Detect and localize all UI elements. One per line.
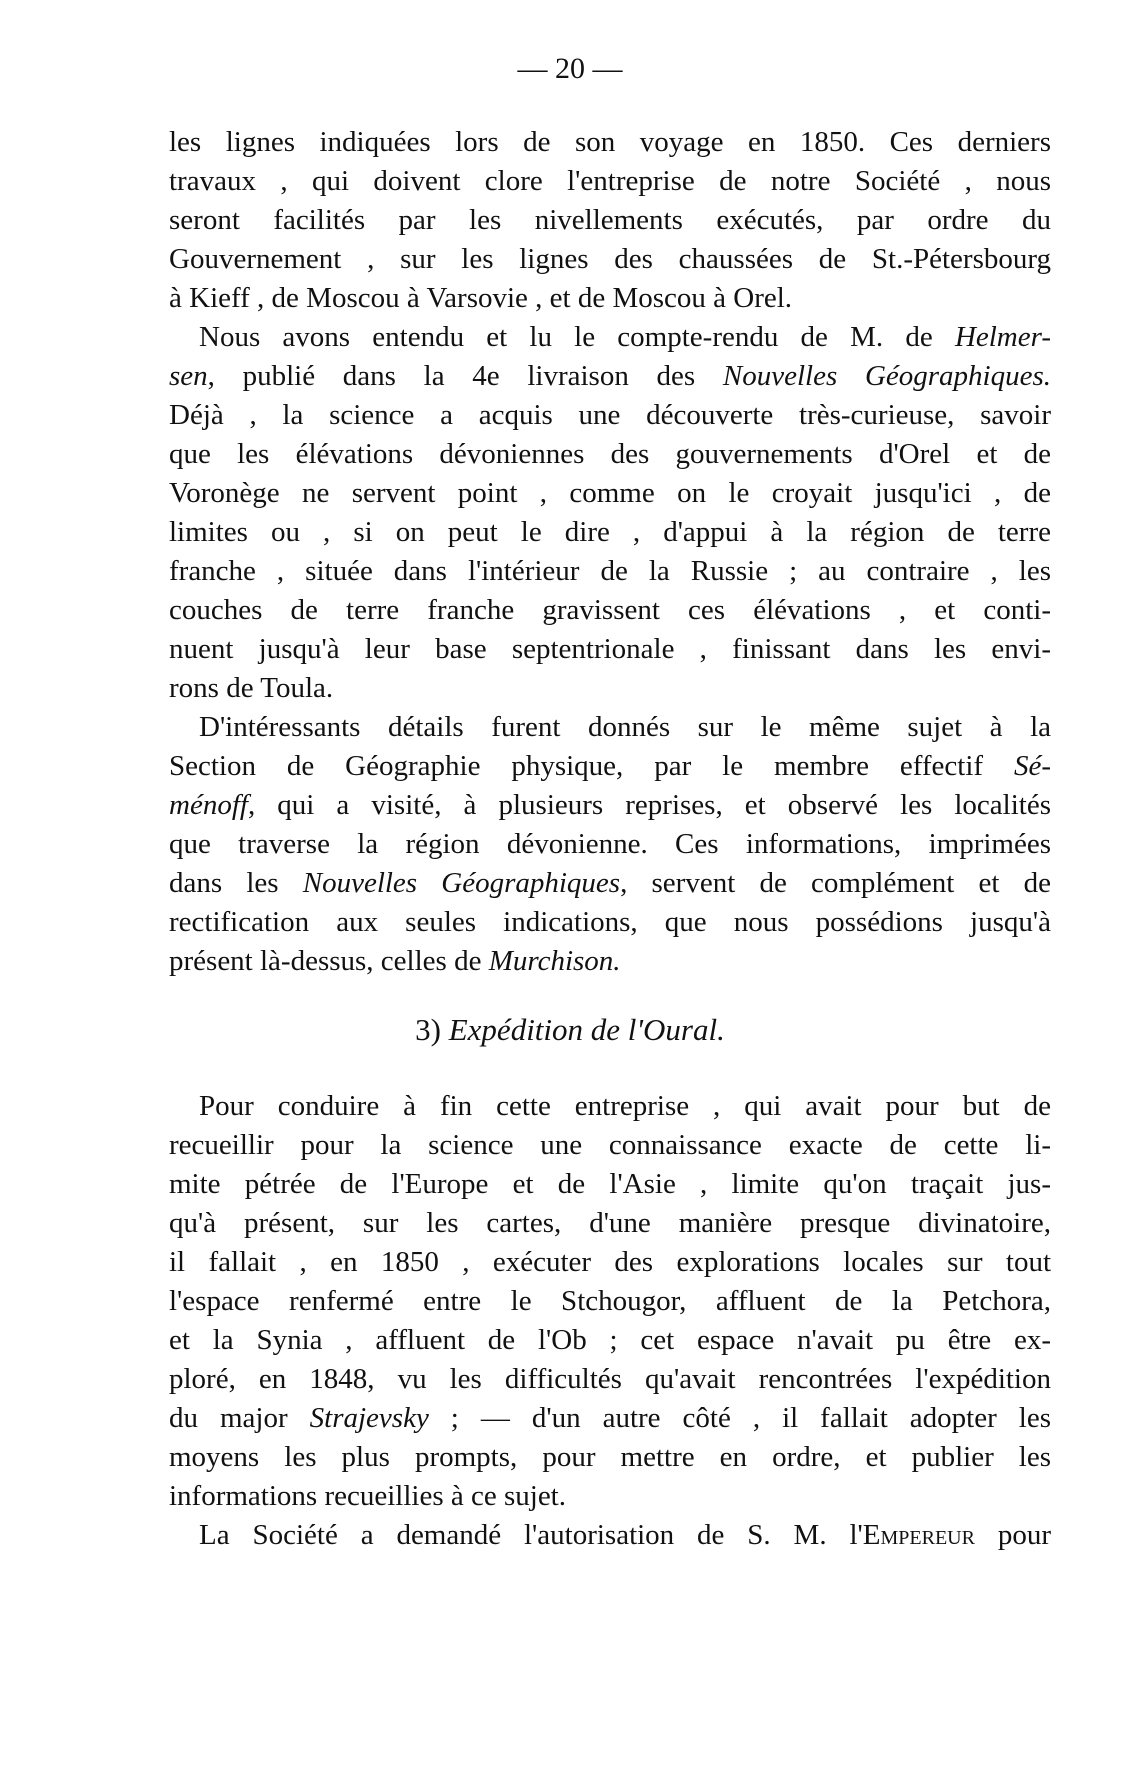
text-segment: ploré, en 1848, vu les difficultés qu'avait rencontrées l'expédition [169, 1363, 1051, 1395]
text-line [169, 240, 1051, 279]
text-line [169, 1321, 1051, 1360]
text-segment: pour [974, 1519, 1051, 1551]
text-segment: informations recueillies à ce sujet. [169, 1480, 566, 1512]
text-segment: à Kieff , de Moscou à Varsovie , et de Moscou à Orel. [169, 282, 793, 314]
text-segment: que traverse la région dévonienne. Ces informations, imprimées [169, 828, 1051, 860]
italic-text: Sé- [1013, 750, 1051, 782]
text-line [169, 591, 1051, 630]
text-segment: , qui a visité, à plusieurs reprises, et observé les localités [247, 789, 1051, 821]
italic-text: sen [169, 360, 208, 392]
text-line [169, 474, 1051, 513]
text-segment: rons de Toula. [169, 672, 334, 704]
text-line [169, 1282, 1051, 1321]
text-segment: Empereur [862, 1519, 975, 1551]
text-segment: Déjà , la science a acquis une découverte très-curieuse, savoir [169, 399, 1051, 431]
text-line [169, 669, 1051, 708]
text-line [169, 162, 1051, 201]
italic-text: Murchison. [488, 945, 621, 977]
text-line [169, 279, 1051, 318]
text-segment: franche , située dans l'intérieur de la Russie ; au contraire , les [169, 555, 1051, 587]
text-line [169, 552, 1051, 591]
text-segment: , servent de complément et de [620, 867, 1052, 899]
text-segment: dans les [169, 867, 303, 899]
text-segment: La Société a demandé l'autorisation de S. M. l' [199, 1519, 863, 1551]
text-segment: Voronège ne servent point , comme on le croyait jusqu'ici , de [169, 477, 1051, 509]
text-segment: rectification aux seules indications, que nous possédions jusqu'à [169, 906, 1051, 938]
text-line [169, 396, 1051, 435]
text-segment: l'espace renfermé entre le Stchougor, affluent de la Petchora, [169, 1285, 1051, 1317]
text-segment: limites ou , si on peut le dire , d'appui à la région de terre [169, 516, 1051, 548]
text-line [169, 318, 1051, 357]
text-line [169, 903, 1051, 942]
text-segment: , publié dans la 4e livraison des [207, 360, 723, 392]
text-line [169, 1516, 1051, 1555]
page-number: — 20 — [517, 52, 623, 85]
text-line [169, 513, 1051, 552]
text-segment: il fallait , en 1850 , exécuter des explorations locales sur tout [169, 1246, 1051, 1278]
italic-text: Nouvelles Géographiques. [722, 360, 1052, 392]
section-heading [0, 1012, 1140, 1048]
text-segment: ; — d'un autre côté , il fallait adopter les [428, 1402, 1051, 1434]
text-line [169, 123, 1051, 162]
text-line [169, 864, 1051, 903]
italic-text: ménoff [169, 789, 248, 821]
text-segment: seront facilités par les nivellements exécutés, par ordre du [169, 204, 1051, 236]
text-line [169, 1087, 1051, 1126]
text-block-top [169, 123, 1051, 981]
text-segment: Gouvernement , sur les lignes des chaussées de St.-Pétersbourg [169, 243, 1051, 275]
text-segment: et la Synia , affluent de l'Ob ; cet espace n'avait pu être ex- [169, 1324, 1051, 1356]
text-line [169, 1477, 1051, 1516]
text-segment: D'intéressants détails furent donnés sur le même sujet à la [199, 711, 1051, 743]
text-line [169, 1204, 1051, 1243]
section-number: 3) [415, 1012, 441, 1047]
text-segment: Nous avons entendu et lu le compte-rendu de M. de [199, 321, 955, 353]
text-segment: du major [169, 1402, 310, 1434]
text-line [169, 357, 1051, 396]
section-title: Expédition de l'Oural. [448, 1012, 725, 1047]
text-line [169, 1165, 1051, 1204]
text-segment: couches de terre franche gravissent ces élévations , et conti- [169, 594, 1051, 626]
text-line [169, 630, 1051, 669]
text-line [169, 201, 1051, 240]
text-segment: Section de Géographie physique, par le membre effectif [169, 750, 1014, 782]
text-line [169, 1360, 1051, 1399]
text-segment: travaux , qui doivent clore l'entreprise de notre Société , nous [169, 165, 1051, 197]
text-segment: qu'à présent, sur les cartes, d'une manière presque divinatoire, [169, 1207, 1051, 1239]
text-line [169, 1438, 1051, 1477]
text-segment: moyens les plus prompts, pour mettre en ordre, et publier les [169, 1441, 1051, 1473]
text-line [169, 1243, 1051, 1282]
text-segment: nuent jusqu'à leur base septentrionale , finissant dans les envi- [169, 633, 1051, 665]
italic-text: Helmer- [954, 321, 1051, 353]
text-line [169, 1126, 1051, 1165]
italic-text: Strajevsky [309, 1402, 429, 1434]
text-segment: Pour conduire à fin cette entreprise , qui avait pour but de [199, 1090, 1051, 1122]
text-line [169, 747, 1051, 786]
text-segment: mite pétrée de l'Europe et de l'Asie , limite qu'on traçait jus- [169, 1168, 1051, 1200]
text-segment: que les élévations dévoniennes des gouvernements d'Orel et de [169, 438, 1051, 470]
text-line [169, 825, 1051, 864]
text-segment: présent là-dessus, celles de [169, 945, 489, 977]
text-line [169, 1399, 1051, 1438]
text-block-bottom [169, 1087, 1051, 1555]
text-segment: recueillir pour la science une connaissance exacte de cette li- [169, 1129, 1051, 1161]
text-line [169, 942, 1051, 981]
italic-text: Nouvelles Géographiques [302, 867, 621, 899]
text-line [169, 786, 1051, 825]
text-line [169, 708, 1051, 747]
text-segment: les lignes indiquées lors de son voyage en 1850. Ces derniers [169, 126, 1051, 158]
text-line [169, 435, 1051, 474]
